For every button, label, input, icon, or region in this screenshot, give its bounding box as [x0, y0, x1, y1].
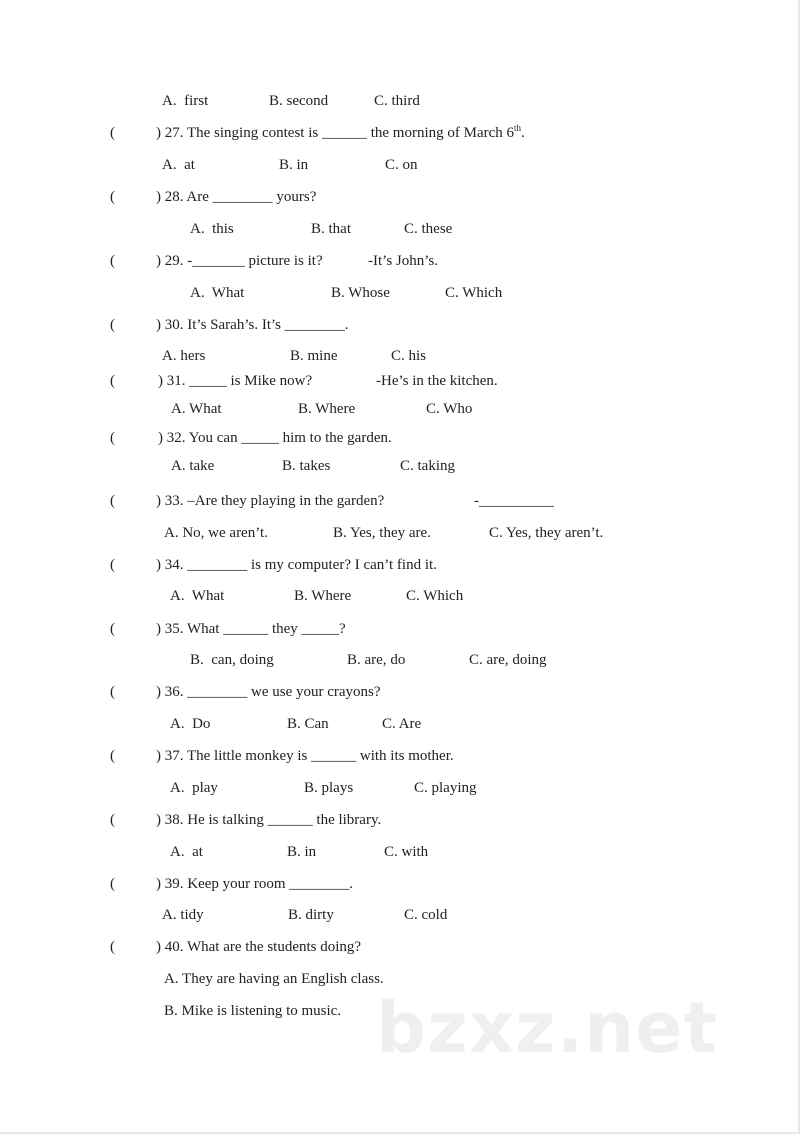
q26-option-b: B. second: [269, 93, 329, 109]
q36-option-c: C. Are: [382, 716, 422, 732]
q37-option-a: A. play: [170, 780, 218, 796]
q28-option-a: A. this: [190, 221, 234, 237]
q38-option-b: B. in: [287, 844, 317, 860]
q32-stem: ) 32. You can _____ him to the garden.: [158, 430, 392, 446]
q39-option-c: C. cold: [404, 907, 448, 923]
q30-stem: ) 30. It’s Sarah’s. It’s ________.: [156, 317, 349, 333]
q28-stem: ) 28. Are ________ yours?: [156, 189, 317, 205]
q29-stem: ) 29. -_______ picture is it?: [156, 253, 323, 269]
q34-paren: (: [110, 557, 115, 573]
q38-paren: (: [110, 812, 115, 828]
q37-option-b: B. plays: [304, 780, 354, 796]
q39-paren: (: [110, 876, 115, 892]
q40-stem: ) 40. What are the students doing?: [156, 939, 362, 955]
q27-option-b: B. in: [279, 157, 309, 173]
q38-option-c: C. with: [384, 844, 429, 860]
q30-option-a: A. hers: [162, 348, 206, 364]
q33-option-b: B. Yes, they are.: [333, 525, 431, 541]
q26-option-a: A. first: [162, 93, 209, 109]
q27-stem: ) 27. The singing contest is ______ the morning of March 6th.: [156, 123, 525, 141]
q40-paren: (: [110, 939, 115, 955]
q29-paren: (: [110, 253, 115, 269]
q36-option-a: A. Do: [170, 716, 211, 732]
q37-stem: ) 37. The little monkey is ______ with its mother.: [156, 748, 454, 764]
q33-option-c: C. Yes, they aren’t.: [489, 525, 604, 541]
q31-option-a: A. What: [171, 401, 222, 417]
q33-paren: (: [110, 493, 115, 509]
q34-option-b: B. Where: [294, 588, 352, 604]
watermark: bzxz.net: [376, 987, 719, 1069]
q28-paren: (: [110, 189, 115, 205]
q32-paren: (: [110, 430, 115, 446]
q39-option-a: A. tidy: [162, 907, 204, 923]
q31-option-b: B. Where: [298, 401, 356, 417]
q32-option-c: C. taking: [400, 458, 455, 474]
q28-option-c: C. these: [404, 221, 453, 237]
q35-stem: ) 35. What ______ they _____?: [156, 621, 346, 637]
q29-option-b: B. Whose: [331, 285, 390, 301]
q37-paren: (: [110, 748, 115, 764]
q36-paren: (: [110, 684, 115, 700]
q29-option-a: A. What: [190, 285, 245, 301]
q37-option-c: C. playing: [414, 780, 477, 796]
q36-option-b: B. Can: [287, 716, 329, 732]
q36-stem: ) 36. ________ we use your crayons?: [156, 684, 381, 700]
q39-stem: ) 39. Keep your room ________.: [156, 876, 354, 892]
q32-option-b: B. takes: [282, 458, 331, 474]
q34-option-c: C. Which: [406, 588, 464, 604]
q31-reply: -He’s in the kitchen.: [376, 373, 498, 389]
q28-option-b: B. that: [311, 221, 351, 237]
q27-paren: (: [110, 125, 115, 141]
q26-option-c: C. third: [374, 93, 420, 109]
q35-option-b: B. are, do: [347, 652, 406, 668]
q38-option-a: A. at: [170, 844, 203, 860]
q40-option-a: A. They are having an English class.: [164, 971, 384, 987]
q33-reply: -__________: [474, 493, 554, 509]
q34-stem: ) 34. ________ is my computer? I can’t find it.: [156, 557, 437, 573]
q30-option-c: C. his: [391, 348, 427, 364]
q30-option-b: B. mine: [290, 348, 338, 364]
q32-option-a: A. take: [171, 458, 215, 474]
q27-option-a: A. at: [162, 157, 195, 173]
q29-option-c: C. Which: [445, 285, 503, 301]
q30-paren: (: [110, 317, 115, 333]
q31-stem: ) 31. _____ is Mike now?: [158, 373, 313, 389]
q34-option-a: A. What: [170, 588, 225, 604]
q35-option-a: B. can, doing: [190, 652, 274, 668]
q29-reply: -It’s John’s.: [368, 253, 439, 269]
q40-option-b: B. Mike is listening to music.: [164, 1003, 342, 1019]
q31-paren: (: [110, 373, 115, 389]
q35-option-c: C. are, doing: [469, 652, 547, 668]
q33-stem: ) 33. –Are they playing in the garden?: [156, 493, 385, 509]
q39-option-b: B. dirty: [288, 907, 334, 923]
q38-stem: ) 38. He is talking ______ the library.: [156, 812, 382, 828]
q35-paren: (: [110, 621, 115, 637]
q27-option-c: C. on: [385, 157, 418, 173]
q33-option-a: A. No, we aren’t.: [164, 525, 268, 541]
q31-option-c: C. Who: [426, 401, 473, 417]
